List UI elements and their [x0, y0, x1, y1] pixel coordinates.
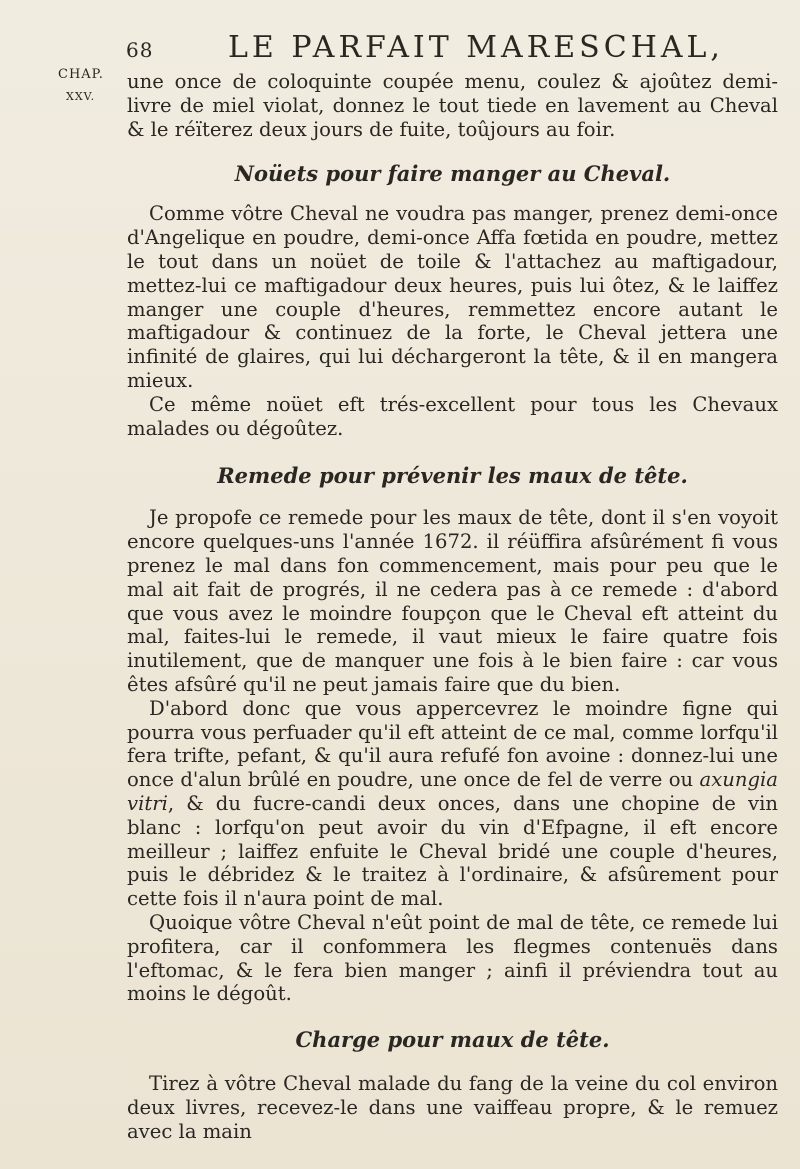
section-heading-nouets: Noüets pour faire manger au Cheval.	[234, 161, 671, 187]
paragraph-intro: une once de coloquinte coupée menu, coulez & ajoûtez demi-livre de miel violat, donnez le tout tiede en lavement au Cheval & le réïterez deux jours de fuite, toûjours au foir.	[127, 70, 778, 141]
section-heading-charge: Charge pour maux de tête.	[295, 1027, 610, 1053]
chapter-margin-note	[58, 64, 104, 108]
paragraph-remede-intro: Je propofe ce remede pour les maux de tête, dont il s'en voyoit encore quelques-uns l'année 1672. il réüffira afsûrément fi vous prenez le mal dans fon commencement, mais pour peu que le mal ait fait de progrés, il ne cedera pas à ce remede : d'abord que vous avez le moindre foupçon que le Cheval eft atteint du mal, faites-lui le remede, il vaut mieux le faire quatre fois inutilement, que de manquer une fois à le bien faire : car vous êtes afsûré qu'il ne peut jamais faire que du bien.	[127, 506, 778, 696]
page-header	[0, 30, 800, 64]
margin-chapter-number: XXV.	[66, 90, 96, 103]
paragraph-remede-benefit: Quoique vôtre Cheval n'eût point de mal de tête, ce remede lui profitera, car il confommera les flegmes contenuës dans l'eftomac, & le fera bien manger ; ainfi il préviendra tout au moins le dégoût.	[127, 910, 778, 1006]
page-number: 68	[126, 38, 154, 62]
running-title: LE PARFAIT MARESCHAL,	[228, 30, 724, 65]
paragraph-remede-method	[127, 697, 778, 911]
main-text	[127, 70, 778, 1143]
remede-method-italic: axungia vitri	[127, 768, 778, 815]
paragraph-nouets-note: Ce même noüet eft trés-excellent pour tous les Chevaux malades ou dégoûtez.	[127, 392, 778, 440]
paragraph-charge-method: Tirez à vôtre Cheval malade du fang de la veine du col environ deux livres, recevez-le dans une vaiffeau propre, & le remuez avec la main	[127, 1072, 778, 1143]
remede-method-text-a: D'abord donc que vous appercevrez le moindre figne qui pourra vous perfuader qu'il eft atteint de ce mal, comme lorfqu'il fera trifte, pefant, & qu'il aura refufé fon avoine : donnez-lui une once d'alun brûlé en poudre, une once de fel de verre ou	[127, 696, 778, 792]
margin-chapter-label: CHAP.	[58, 67, 104, 82]
paragraph-nouets-recipe: Comme vôtre Cheval ne voudra pas manger, prenez demi-once d'Angelique en poudre, demi-once Affa fœtida en poudre, mettez le tout dans un noüet de toile & l'attachez au maftigadour, mettez-lui ce maftigadour deux heures, puis lui ôtez, & le laiffez manger une couple d'heures, remmettez encore autant le maftigadour & continuez de la forte, le Cheval jettera une infinité de glaires, qui lui déchargeront la tête, & il en mangera mieux.	[127, 202, 778, 392]
remede-method-text-b: , & du fucre-candi deux onces, dans une chopine de vin blanc : lorfqu'on peut avoir du vin d'Efpagne, il eft encore meilleur ; laiffez enfuite le Cheval bridé une couple d'heures, puis le débridez & le traitez à l'ordinaire, & afsûrement pour cette fois il n'aura point de mal.	[127, 791, 778, 911]
section-heading-remede: Remede pour prévenir les maux de tête.	[217, 463, 688, 489]
